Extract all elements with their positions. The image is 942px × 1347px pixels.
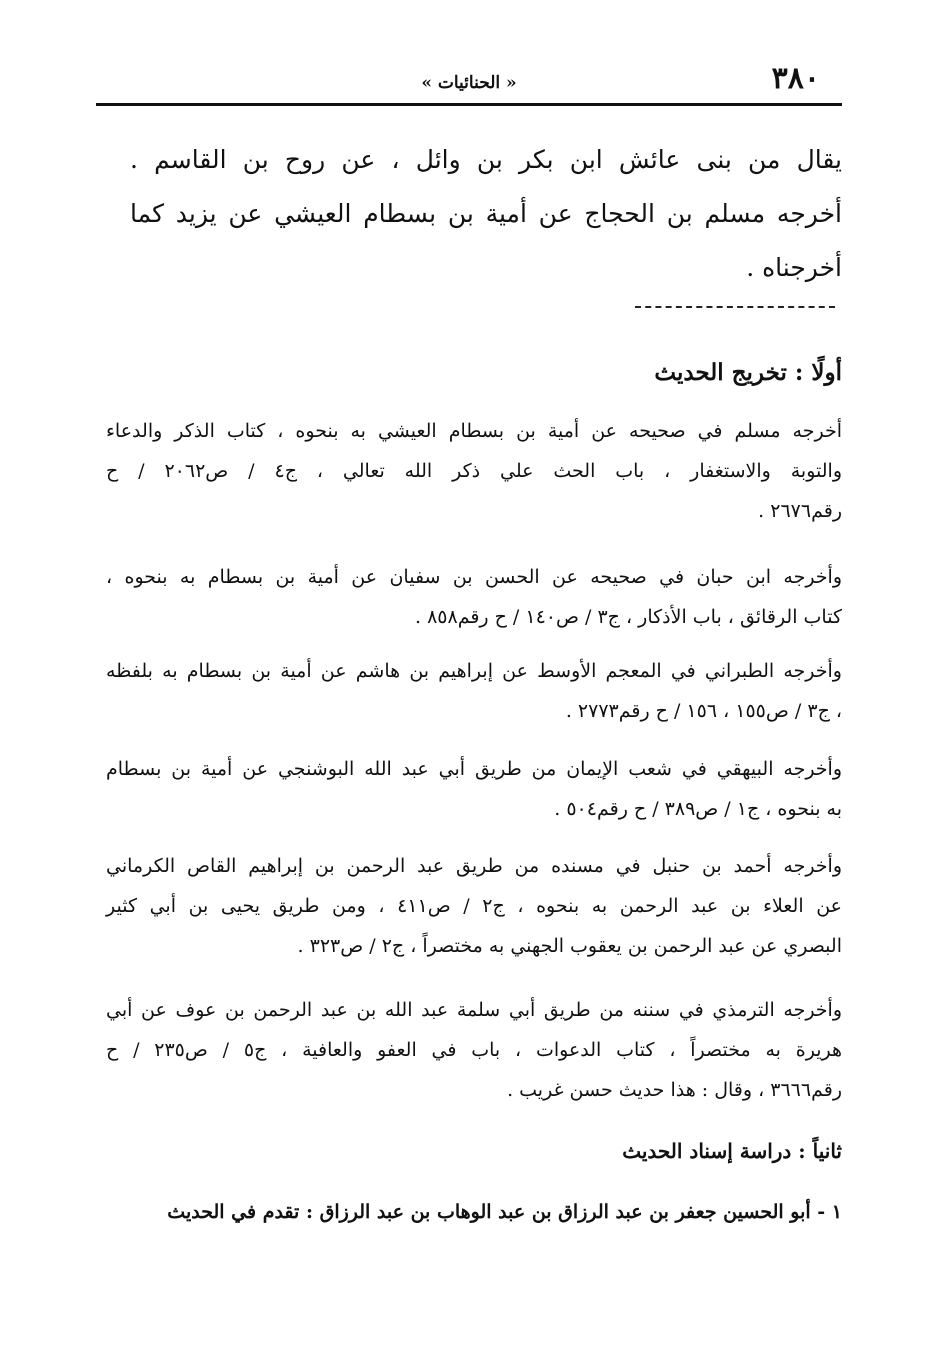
text-line: هريرة به مختصراً ، كتاب الدعوات ، باب في العفو والعافية ، ج٥ / ص٢٣٥ / ح bbox=[106, 1039, 842, 1061]
paragraph-tirmidhi bbox=[106, 990, 842, 1110]
paragraph-tabarani bbox=[106, 651, 842, 731]
text-line: وأخرجه ابن حبان في صحيحه عن الحسن بن سفيان عن أمية بن بسطام به بنحوه ، bbox=[106, 566, 842, 588]
text-line: أخرجه مسلم بن الحجاج عن أمية بن بسطام العيشي عن يزيد كما bbox=[130, 199, 842, 228]
running-header bbox=[96, 58, 842, 102]
footnote-separator bbox=[635, 306, 835, 308]
text-line: رقم٢٦٧٦ . bbox=[758, 500, 842, 522]
page-number: ٣٨٠ bbox=[771, 61, 820, 96]
text-line: ١ - أبو الحسين جعفر بن عبد الرزاق بن عبد الوهاب بن عبد الرزاق : تقدم في الحديث bbox=[167, 1201, 842, 1223]
text-line: وأخرجه أحمد بن حنبل في مسنده من طريق عبد الرحمن بن إبراهيم القاص الكرماني bbox=[106, 855, 842, 877]
section-heading-isnad: ثانياً : دراسة إسناد الحديث bbox=[622, 1139, 842, 1163]
text-line: يقال من بنى عائش ابن بكر بن وائل ، عن روح بن القاسم . bbox=[130, 145, 842, 174]
hadith-tail-text bbox=[130, 133, 842, 295]
text-line: رقم٣٦٦٦ ، وقال : هذا حديث حسن غريب . bbox=[507, 1079, 842, 1101]
section-heading-takhrij: أولًا : تخريج الحديث bbox=[654, 359, 842, 386]
header-rule bbox=[96, 103, 842, 106]
text-line: والتوبة والاستغفار ، باب الحث علي ذكر الله تعالي ، ج٤ / ص٢٠٦٢ / ح bbox=[106, 460, 843, 482]
text-line: عن العلاء بن عبد الرحمن به بنحوه ، ج٢ / ص٤١١ ، ومن طريق يحيى بن أبي كثير bbox=[106, 895, 842, 917]
text-line: وأخرجه البيهقي في شعب الإيمان من طريق أبي عبد الله البوشنجي عن أمية بن بسطام bbox=[106, 758, 842, 780]
text-line: ، ج٣ / ص١٥٥ ، ١٥٦ / ح رقم٢٧٧٣ . bbox=[565, 700, 842, 722]
paragraph-ibn-hibban bbox=[106, 557, 842, 637]
paragraph-bayhaqi bbox=[106, 749, 842, 829]
paragraph-ahmad bbox=[106, 846, 842, 966]
text-line: البصري عن عبد الرحمن بن يعقوب الجهني به مختصراً ، ج٢ / ص٣٢٣ . bbox=[297, 935, 842, 957]
text-line: وأخرجه الترمذي في سننه من طريق أبي سلمة عبد الله بن عبد الرحمن بن عوف عن أبي bbox=[106, 999, 842, 1021]
text-line: أخرجناه . bbox=[746, 253, 842, 282]
narrator-entry bbox=[106, 1194, 842, 1230]
text-line: وأخرجه الطبراني في المعجم الأوسط عن إبراهيم بن هاشم عن أمية بن بسطام به بلفظه bbox=[106, 660, 842, 682]
text-line: كتاب الرقائق ، باب الأذكار ، ج٣ / ص١٤٠ / ح رقم٨٥٨ . bbox=[414, 606, 842, 628]
text-line: به بنحوه ، ج١ / ص٣٨٩ / ح رقم٥٠٤ . bbox=[554, 798, 842, 820]
running-header-title: « الحنائيات » bbox=[421, 73, 517, 93]
paragraph-muslim bbox=[106, 411, 842, 531]
text-line: أخرجه مسلم في صحيحه عن أمية بن بسطام العيشي به بنحوه ، كتاب الذكر والدعاء bbox=[106, 420, 842, 442]
